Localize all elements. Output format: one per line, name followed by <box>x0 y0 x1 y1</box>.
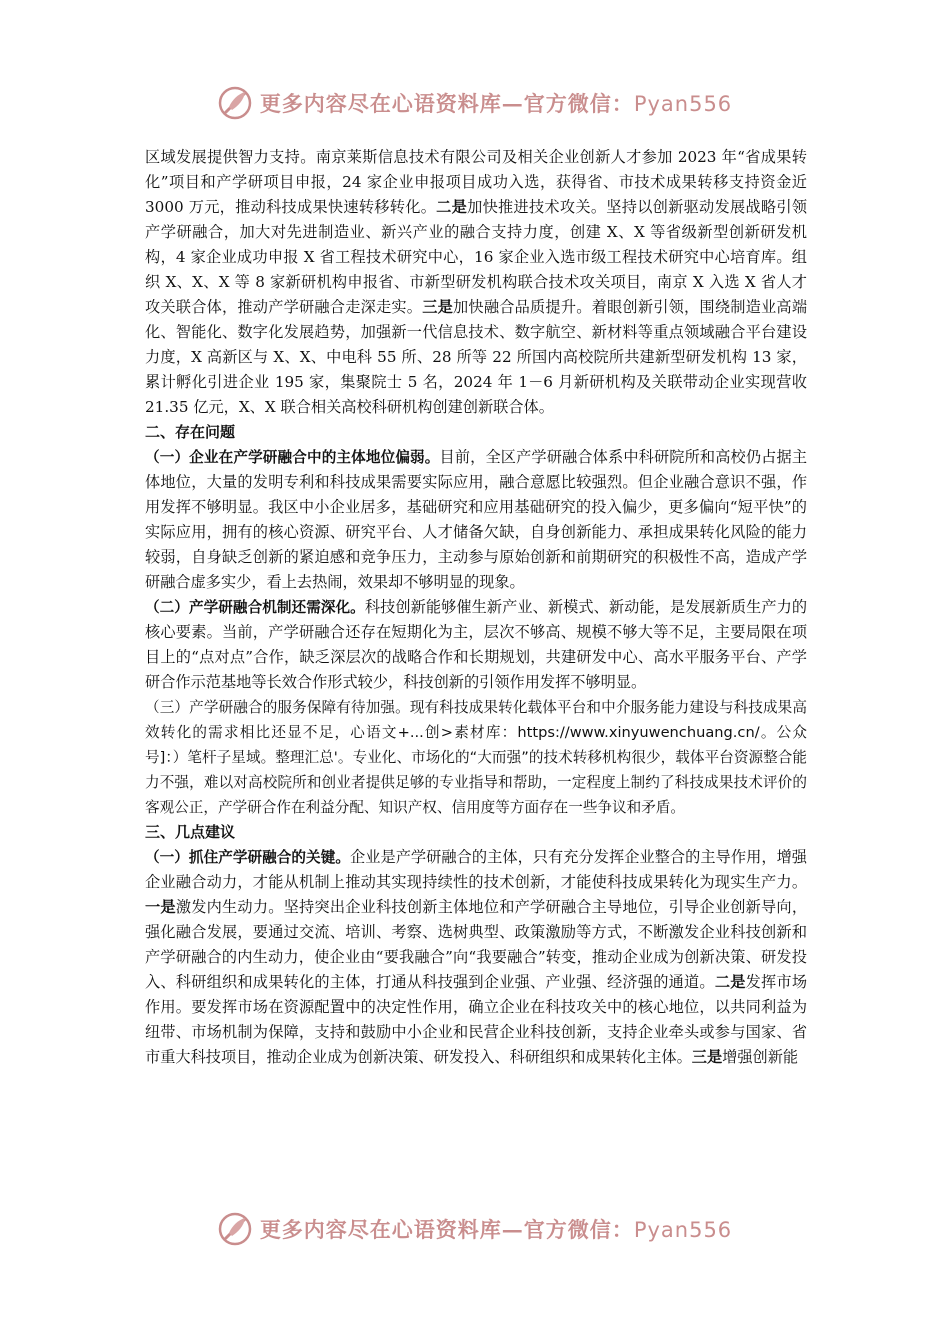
watermark-wechat-id: Pyan556 <box>633 1218 733 1242</box>
bold-run: 二是 <box>436 198 468 216</box>
bold-run: （一）抓住产学研融合的关键。 <box>145 849 350 866</box>
text-run: 增强创新能 <box>722 1048 799 1066</box>
watermark-wechat-id: Pyan556 <box>633 92 733 116</box>
text-run: 加快融合品质提升。着眼创新引领，围绕制造业高端化、智能化、数字化发展趋势，加强新一代信息技术、数字航空、新材料等重点领域融合平台建设力度，X 高新区与 X、X、中电科 55 所、28 所等 22 所国内高校院所共建新型研发机构 13 家，累计孵化引进企业 195 家，集聚院士 5 名，2024 年 1－6 月新研机构及关联带动企业实现营收 21.35 亿元，X、X 联合相关高校科研机构创建创新联合体。 <box>145 298 808 416</box>
section-heading <box>145 820 807 845</box>
document-body <box>145 145 807 1070</box>
watermark-text <box>260 88 732 118</box>
watermark-footer <box>0 1212 950 1246</box>
body-paragraph <box>145 445 807 595</box>
bold-run: 三是 <box>422 298 454 316</box>
bold-run: 一是 <box>145 898 176 916</box>
quill-logo-icon <box>218 1212 252 1246</box>
text-run: 激发内生动力。坚持突出企业科技创新主体地位和产学研融合主导地位，引导企业创新导向，强化融合发展，要通过交流、培训、考察、选树典型、政策激励等方式，不断激发企业科技创新和产学研融合的内生动力，使企业由“要我融合”向“我要融合”转变，推动企业成为创新决策、研发投入、科研组织和成果转化的主体，打通从科技强到企业强、产业强、经济强的通道。 <box>145 898 808 991</box>
text-run: 目前，全区产学研融合体系中科研院所和高校仍占据主体地位，大量的发明专利和科技成果需要实际应用，融合意愿比较强烈。但企业融合意识不强，作用发挥不够明显。我区中小企业居多，基础研究和应用基础研究的投入偏少，更多偏向“短平快”的实际应用，拥有的核心资源、研究平台、人才储备欠缺，自身创新能力、承担成果转化风险的能力较弱，自身缺乏创新的紧迫感和竞争压力，主动参与原始创新和前期研究的积极性不高，造成产学研融合虚多实少，看上去热闹，效果却不够明显的现象。 <box>145 448 808 591</box>
bold-run: 三是 <box>691 1048 723 1066</box>
watermark-label: 更多内容尽在心语资料库—官方微信： <box>259 91 634 116</box>
watermark-label: 更多内容尽在心语资料库—官方微信： <box>259 1217 634 1242</box>
bold-run: 三、几点建议 <box>145 823 236 841</box>
watermark-header <box>0 86 950 120</box>
body-paragraph <box>145 145 807 420</box>
bold-run: （二）产学研融合机制还需深化。 <box>145 599 365 616</box>
bold-run: 二、存在问题 <box>145 423 236 441</box>
quill-logo-icon <box>218 86 252 120</box>
text-run: （三）产学研融合的服务保障有待加强。现有科技成果转化载体平台和中介服务能力建设与科技成果高效转化的需求相比还显不足，心语文+...创>素材库：https://www.xinyuwenchuang.cn/。公众号]：）笔杆子星域。整理汇总'。专业化、市场化的“大而强”的技术转移机构很少，载体平台资源整合能力不强，难以对高校院所和创业者提供足够的专业指导和帮助，一定程度上制约了科技成果技术评价的客观公正，产学研合作在利益分配、知识产权、信用度等方面存在一些争议和矛盾。 <box>145 699 807 816</box>
bold-run: 二是 <box>714 973 746 991</box>
body-paragraph <box>145 845 807 1070</box>
watermark-text <box>260 1214 732 1244</box>
text-run: 区域发展提供智力支持。南京莱斯信息技术有限公司及相关企业创新人才参加 2023 年“省成果转化”项目和产学研项目申报，24 家企业申报项目成功入选，获得省、市技术成果转移支持资金近 3000 万元，推动科技成果快速转移转化。 <box>145 148 807 216</box>
text-run: 加快推进技术攻关。坚持以创新驱动发展战略引领产学研融合，加大对先进制造业、新兴产业的融合支持力度，创建 X、X 等省级新型创新研发机构，4 家企业成功申报 X 省工程技术研究中心，16 家企业入选市级工程技术研究中心培育库。组织 X、X、X 等 8 家新研机构申报省、市新型研发机构联合技术攻关项目，南京 X 入选 X 省人才攻关联合体，推动产学研融合走深走实。 <box>145 198 808 316</box>
bold-run: （一）企业在产学研融合中的主体地位偏弱。 <box>145 449 440 466</box>
text-run: 企业是产学研融合的主体，只有充分发挥企业整合的主导作用，增强企业融合动力，才能从机制上推动其实现持续性的技术创新，才能使科技成果转化为现实生产力。 <box>145 848 807 891</box>
body-paragraph <box>145 595 807 695</box>
body-paragraph <box>145 695 807 820</box>
text-run: 科技创新能够催生新产业、新模式、新动能，是发展新质生产力的核心要素。当前，产学研融合还存在短期化为主，层次不够高、规模不够大等不足，主要局限在项目上的“点对点”合作，缺乏深层次的战略合作和长期规划，共建研发中心、高水平服务平台、产学研合作示范基地等长效合作形式较少，科技创新的引领作用发挥不够明显。 <box>145 598 808 691</box>
text-run: 发挥市场作用。要发挥市场在资源配置中的决定性作用，确立企业在科技攻关中的核心地位，以共同利益为纽带、市场机制为保障，支持和鼓励中小企业和民营企业科技创新，支持企业牵头或参与国家、省市重大科技项目，推动企业成为创新决策、研发投入、科研组织和成果转化主体。 <box>145 973 808 1066</box>
section-heading <box>145 420 807 445</box>
